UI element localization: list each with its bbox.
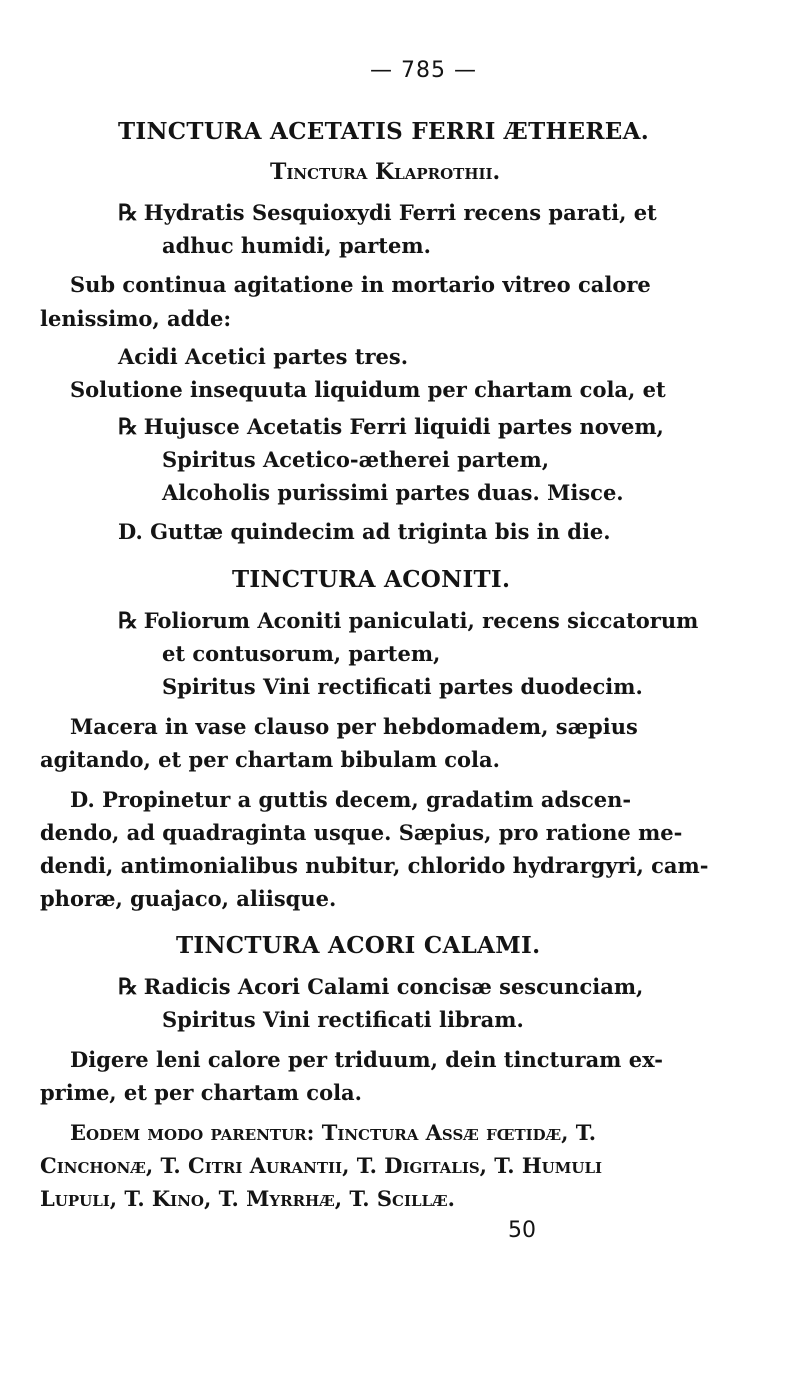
ingredient-line: Spiritus Acetico-ætherei partem, bbox=[162, 447, 550, 472]
instruction-line: lenissimo, adde: bbox=[40, 306, 232, 331]
recipe-text: Hydratis Sesquioxydi Ferri recens parati, et bbox=[143, 200, 657, 225]
ingredient-line: Alcoholis purissimi partes duas. Misce. bbox=[162, 480, 624, 505]
recipe-line bbox=[118, 198, 657, 228]
note-line: Cinchonæ, T. Citri Aurantii, T. Digitalis, T. Humuli bbox=[40, 1153, 603, 1178]
recipe-symbol: ℞ bbox=[118, 414, 138, 440]
recipe-symbol: ℞ bbox=[118, 200, 138, 226]
recipe-symbol: ℞ bbox=[118, 608, 138, 634]
recipe-line bbox=[118, 606, 698, 636]
ingredient-line: Spiritus Vini rectificati libram. bbox=[162, 1007, 524, 1032]
recipe-text: Foliorum Aconiti paniculati, recens siccatorum bbox=[143, 608, 699, 633]
section-title-acetatis-ferri: TINCTURA ACETATIS FERRI ÆTHEREA. bbox=[118, 118, 650, 145]
instruction-line: Macera in vase clauso per hebdomadem, sæpius bbox=[70, 714, 638, 739]
instruction-line: Sub continua agitatione in mortario vitreo calore bbox=[70, 272, 651, 297]
note-text-prefix: Eodem modo parentur: Tinctura Assæ fœtidæ, T. bbox=[70, 1120, 597, 1145]
dosage-line: dendo, ad quadraginta usque. Sæpius, pro ratione me- bbox=[40, 820, 683, 845]
dosage-line: phoræ, guajaco, aliisque. bbox=[40, 886, 337, 911]
recipe-line bbox=[118, 972, 643, 1002]
instruction-line: Solutione insequuta liquidum per chartam cola, et bbox=[70, 377, 666, 402]
note-line bbox=[70, 1118, 596, 1148]
section-title-acori-calami: TINCTURA ACORI CALAMI. bbox=[176, 932, 541, 959]
instruction-line: Digere leni calore per triduum, dein tincturam ex- bbox=[70, 1047, 663, 1072]
ingredient-line: Spiritus Vini rectificati partes duodecim. bbox=[162, 674, 643, 699]
recipe-symbol: ℞ bbox=[118, 974, 138, 1000]
section-title-aconiti: TINCTURA ACONITI. bbox=[232, 566, 511, 593]
signature-number: 50 bbox=[508, 1218, 536, 1243]
section-subtitle-klaprothii: Tinctura Klaprothii. bbox=[270, 159, 501, 185]
recipe-line: et contusorum, partem, bbox=[162, 641, 441, 666]
dosage-line: D. Guttæ quindecim ad triginta bis in die. bbox=[118, 519, 611, 544]
ingredient-line: Acidi Acetici partes tres. bbox=[118, 344, 409, 369]
dosage-line: D. Propinetur a guttis decem, gradatim adscen- bbox=[70, 787, 632, 812]
recipe-line bbox=[118, 412, 664, 442]
page-number: — 785 — bbox=[370, 58, 477, 83]
recipe-line: adhuc humidi, partem. bbox=[162, 233, 431, 258]
note-line: Lupuli, T. Kino, T. Myrrhæ, T. Scillæ. bbox=[40, 1186, 455, 1211]
recipe-text: Hujusce Acetatis Ferri liquidi partes novem, bbox=[143, 414, 664, 439]
instruction-line: agitando, et per chartam bibulam cola. bbox=[40, 747, 500, 772]
dosage-line: dendi, antimonialibus nubitur, chlorido hydrargyri, cam- bbox=[40, 853, 709, 878]
instruction-line: prime, et per chartam cola. bbox=[40, 1080, 362, 1105]
recipe-text: Radicis Acori Calami concisæ sescunciam, bbox=[143, 974, 644, 999]
